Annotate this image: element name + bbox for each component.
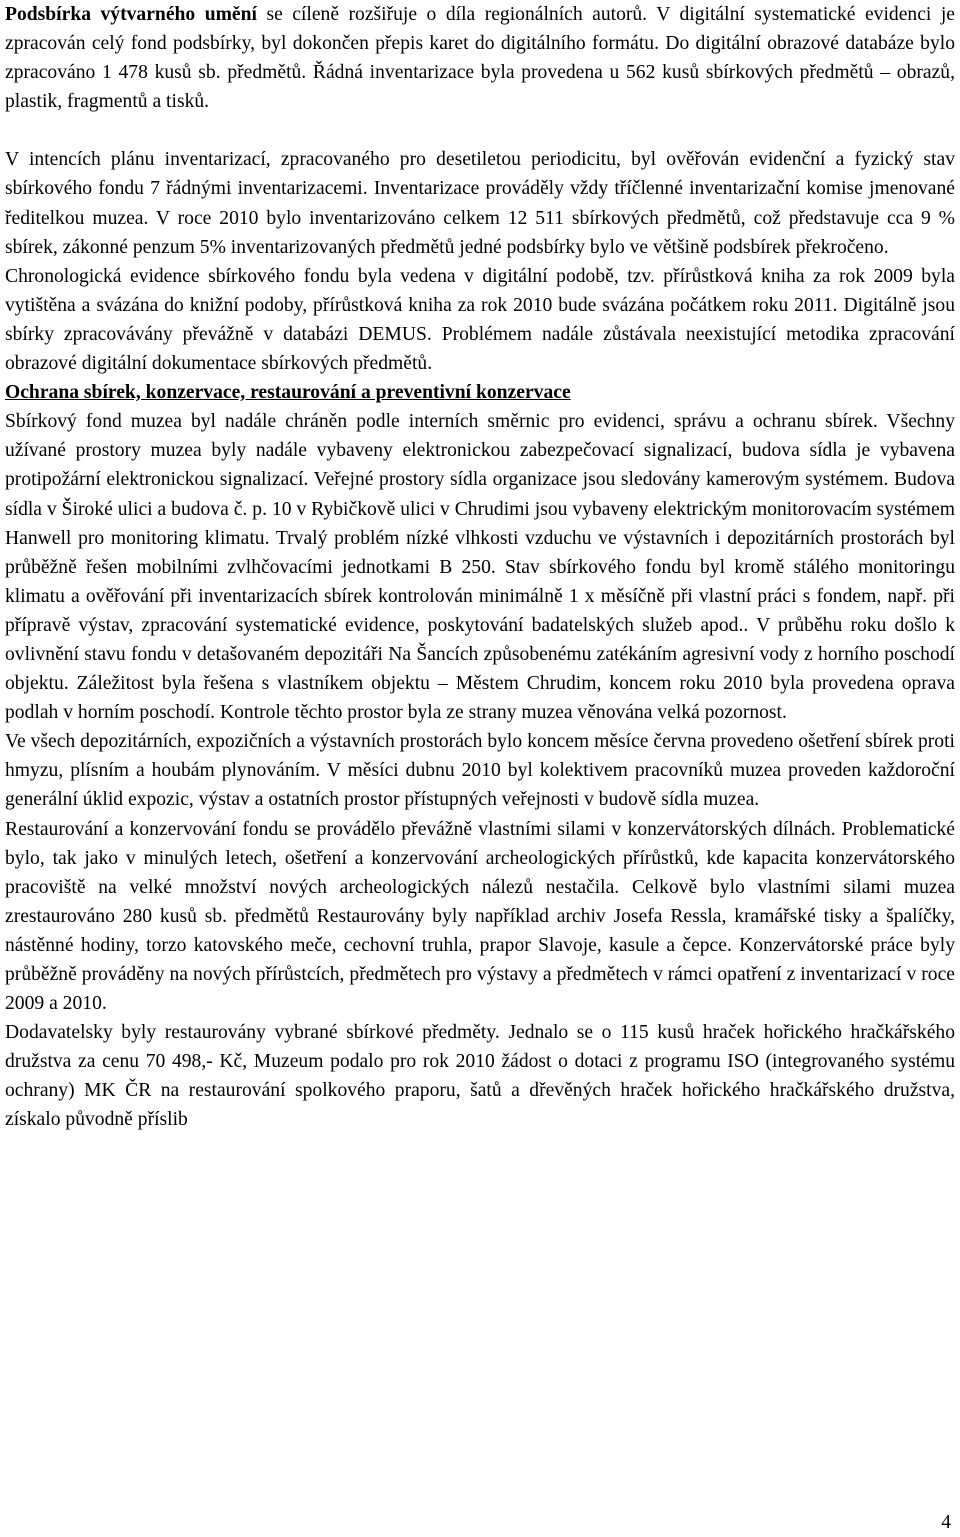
paragraph-protection: Sbírkový fond muzea byl nadále chráněn podle interních směrnic pro evidenci, správu a ochranu sbírek. Všechny užívané prostory muzea byly nadále vybaveny elektronickou zabezpečovací signalizací, budova sídla je vybavena protipožární elektronickou signalizací. Veřejné prostory sídla organizace jsou sledovány kamerovým systémem. Budova sídla v Široké ulici a budova č. p. 10 v Rybičkově ulici v Chrudimi jsou vybaveny elektrickým monitorovacím systémem Hanwell pro monitoring klimatu. Trvalý problém nízké vlhkosti vzduchu ve výstavních i depozitárních prostorách byl průběžně řešen mobilními zvlhčovacími jednotkami B 250. Stav sbírkového fondu byl kromě stálého monitoringu klimatu a ověřování při inventarizacích sbírek kontrolován minimálně 1 x měsíčně při vlastní práci s fondem, např. při přípravě výstav, zpracování systematické evidence, poskytování badatelských služeb apod.. V průběhu roku došlo k ovlivnění stavu fondu v detašovaném depozitáři Na Šancích způsobenému zatékáním agresivní vody z horního poschodí objektu. Záležitost byla řešena s vlastníkem objektu – Městem Chrudim, koncem roku 2010 byla provedena oprava podlah v horním poschodí. Kontrole těchto prostor byla ze strany muzea věnována velká pozornost. xyxy=(5,411,955,724)
paragraph-lead-bold: Podsbírka výtvarného umění xyxy=(5,4,257,25)
paragraph-inventory: V intencích plánu inventarizací, zpracovaného pro desetiletou periodicitu, byl ověřován evidenční a fyzický stav sbírkového fondu 7 řádnými inventarizacemi. Inventarizace prováděly vždy tříčlenné inventarizační komise jmenované ředitelkou muzea. V roce 2010 bylo inventarizováno celkem 12 511 sbírkových předmětů, což představuje cca 9 % sbírek, zákonné penzum 5% inventarizovaných předmětů jedné podsbírky bylo ve většině podsbírek překročeno. xyxy=(5,149,955,258)
paragraph-chronological-evidence: Chronologická evidence sbírkového fondu byla vedena v digitální podobě, tzv. přírůstková kniha za rok 2009 byla vytištěna a svázána do knižní podoby, přírůstková kniha za rok 2010 bude svázána počátkem roku 2011. Digitálně jsou sbírky zpracovávány převážně v databázi DEMUS. Problémem nadále zůstávala neexistující metodika zpracování obrazové digitální dokumentace sbírkových předmětů. xyxy=(5,265,955,375)
document-page xyxy=(5,0,955,1135)
page-number: 4 xyxy=(941,1512,951,1533)
paragraph-restoration: Restaurování a konzervování fondu se provádělo převážně vlastními silami v konzervátorských dílnách. Problematické bylo, tak jako v minulých letech, ošetření a konzervování archeologických přírůstků, kde kapacita konzervátorského pracoviště na velké množství nových archeologických nálezů nestačila. Celkově bylo vlastními silami muzea zrestaurováno 280 kusů sb. předmětů Restaurovány byly například archiv Josefa Ressla, kramářské tisky a špalíčky, nástěnné hodiny, torzo katovského meče, cechovní truhla, prapor Slavoje, kasule a čepce. Konzervátorské práce byly průběžně prováděny na nových přírůstcích, předmětech pro výstavy a předmětech v rámci opatření z inventarizací v roce 2009 a 2010. xyxy=(5,818,955,1015)
section-heading: Ochrana sbírek, konzervace, restaurování a preventivní konzervace xyxy=(5,382,571,404)
paragraph-contract-restoration: Dodavatelsky byly restaurovány vybrané sbírkové předměty. Jednalo se o 115 kusů hraček hořického hračkářského družstva za cenu 70 498,- Kč, Muzeum podalo pro rok 2010 žádost o dotaci z programu ISO (integrovaného systému ochrany) MK ČR na restaurování spolkového praporu, šatů a dřevěných hraček hořického hračkářského družstva, získalo původně příslib xyxy=(5,1022,955,1131)
paragraph-visual-arts xyxy=(5,0,955,116)
paragraph-text: se cíleně rozšiřuje o díla regionálních autorů. V digitální systematické evidenci je zpracován celý fond podsbírky, byl dokončen přepis karet do digitálního formátu. Do digitální obrazové databáze bylo zpracováno 1 478 kusů sb. předmětů. Řádná inventarizace byla provedena u 562 kusů sbírkových předmětů – obrazů, plastik, fragmentů a tisků. xyxy=(5,4,955,113)
paragraph-pest-treatment: Ve všech depozitárních, expozičních a výstavních prostorách bylo koncem měsíce června provedeno ošetření sbírek proti hmyzu, plísním a houbám plynováním. V měsíci dubnu 2010 byl kolektivem pracovníků muzea proveden každoroční generální úklid expozic, výstav a ostatních prostor přístupných veřejnosti v budově sídla muzea. xyxy=(5,731,955,811)
